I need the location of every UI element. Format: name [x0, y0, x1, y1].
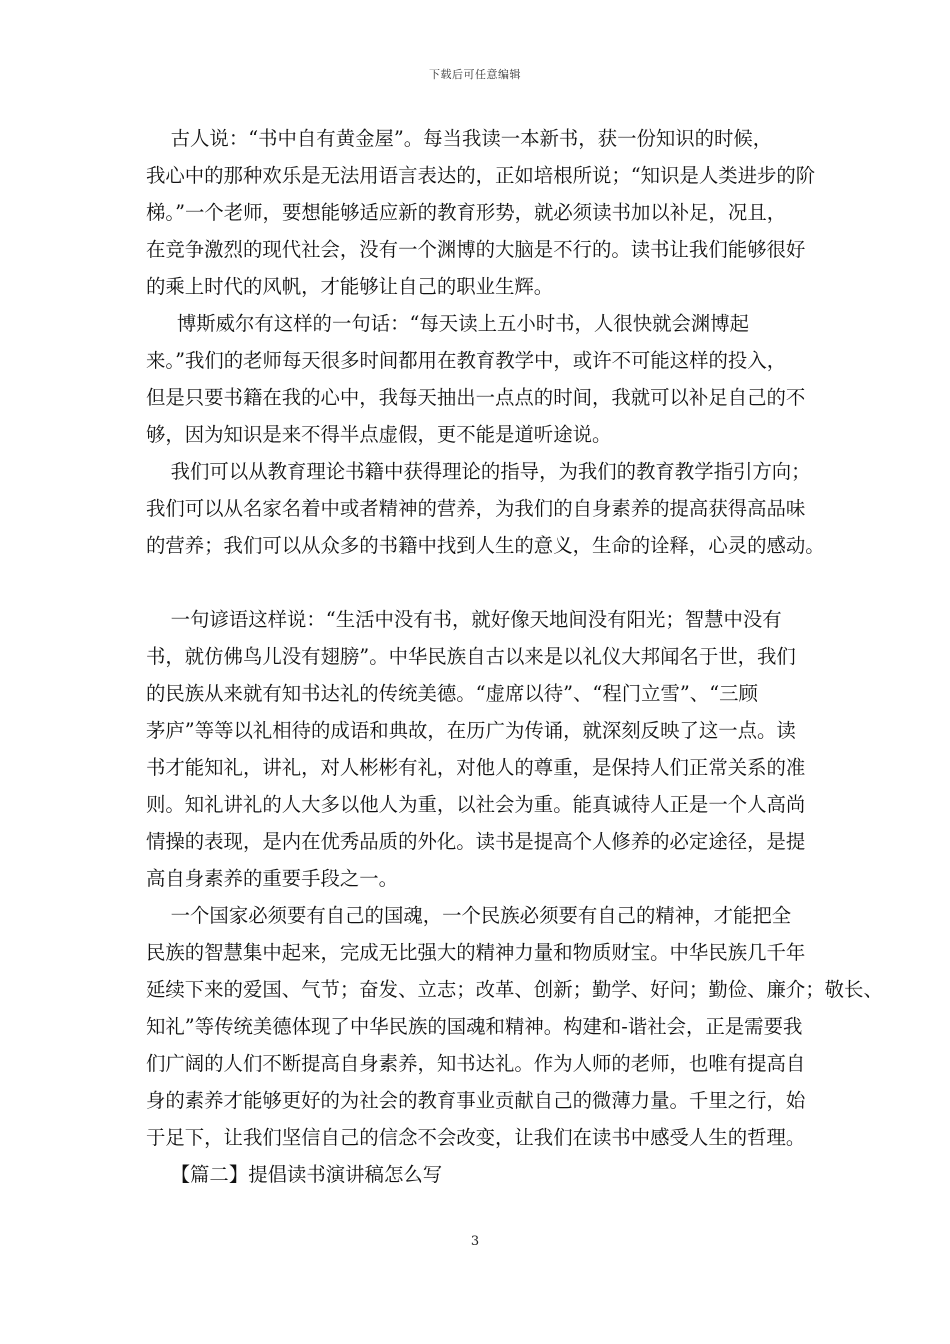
paragraph-4-line-5: 书才能知礼，讲礼，对人彬彬有礼，对他人的尊重，是保持人们正常关系的准 — [146, 756, 806, 779]
paragraph-4-line-1: 一句谚语这样说：“生活中没有书，就好像天地间没有阳光；智慧中没有 — [146, 608, 782, 631]
paragraph-4-line-8: 高自身素养的重要手段之一。 — [146, 867, 399, 890]
paragraph-5-line-7: 于足下，让我们坚信自己的信念不会改变，让我们在读书中感受人生的哲理。 — [146, 1126, 806, 1149]
paragraph-5-line-2: 民族的智慧集中起来，完成无比强大的精神力量和物质财宝。中华民族几千年 — [146, 941, 806, 964]
section-heading: 【篇二】提倡读书演讲稿怎么写 — [146, 1163, 443, 1186]
paragraph-3-line-1: 我们可以从教育理论书籍中获得理论的指导，为我们的教育教学指引方向； — [146, 460, 811, 483]
paragraph-2-line-2: 来。”我们的老师每天很多时间都用在教育教学中，或许不可能这样的投入， — [146, 349, 787, 372]
paragraph-5-line-3: 延续下来的爱国、气节；奋发、立志；改革、创新；勤学、好问；勤俭、廉介；敬长、 — [146, 978, 883, 1001]
paragraph-5-line-4: 知礼”等传统美德体现了中华民族的国魂和精神。构建和-谐社会，正是需要我 — [146, 1015, 803, 1038]
paragraph-5-line-1: 一个国家必须要有自己的国魂，一个民族必须要有自己的精神，才能把全 — [146, 904, 792, 927]
paragraph-1-line-4: 在竞争激烈的现代社会，没有一个渊博的大脑是不行的。读书让我们能够很好 — [146, 238, 806, 261]
blank-line — [146, 564, 812, 601]
paragraph-3-line-2: 我们可以从名家名着中或者精神的营养，为我们的自身素养的提高获得高品味 — [146, 497, 806, 520]
paragraph-4-line-7: 情操的表现，是内在优秀品质的外化。读书是提高个人修养的必定途径，是提 — [146, 830, 806, 853]
paragraph-4-line-3: 的民族从来就有知书达礼的传统美德。“虚席以待”、“程门立雪”、“三顾 — [146, 682, 758, 705]
paragraph-2-line-1: 博斯威尔有这样的一句话：“每天读上五小时书，人很快就会渊博起 — [146, 312, 750, 335]
paragraph-5-line-5: 们广阔的人们不断提高自身素养，知书达礼。作为人师的老师，也唯有提高自 — [146, 1052, 806, 1075]
paragraph-4-line-2: 书，就仿佛鸟儿没有翅膀”。中华民族自古以来是以礼仪大邦闻名于世，我们 — [146, 645, 796, 668]
paragraph-3-line-3: 的营养；我们可以从众多的书籍中找到人生的意义，生命的诠释，心灵的感动。 — [146, 534, 825, 557]
page-header-note: 下载后可任意编辑 — [429, 68, 521, 81]
paragraph-4-line-6: 则。知礼讲礼的人大多以他人为重，以社会为重。能真诚待人正是一个人高尚 — [146, 793, 806, 816]
paragraph-1-line-2: 我心中的那种欢乐是无法用语言表达的，正如培根所说；“知识是人类进步的阶 — [146, 164, 816, 187]
paragraph-2-line-4: 够，因为知识是来不得半点虚假，更不能是道听途说。 — [146, 423, 612, 446]
paragraph-4-line-4: 茅庐”等等以礼相待的成语和典故，在历广为传诵，就深刻反映了这一点。读 — [146, 719, 796, 742]
paragraph-1-line-3: 梯。”一个老师，要想能够适应新的教育形势，就必须读书加以补足，况且， — [146, 201, 787, 224]
page-number: 3 — [470, 1234, 480, 1249]
paragraph-1-line-5: 的乘上时代的风帆，才能够让自己的职业生辉。 — [146, 275, 554, 298]
paragraph-5-line-6: 身的素养才能够更好的为社会的教育事业贡献自己的微薄力量。千里之行，始 — [146, 1089, 806, 1112]
paragraph-1-line-1: 古人说：“书中自有黄金屋”。每当我读一本新书，获一份知识的时候， — [146, 127, 773, 150]
document-body — [146, 120, 883, 1193]
paragraph-2-line-3: 但是只要书籍在我的心中，我每天抽出一点点的时间，我就可以补足自己的不 — [146, 386, 806, 409]
